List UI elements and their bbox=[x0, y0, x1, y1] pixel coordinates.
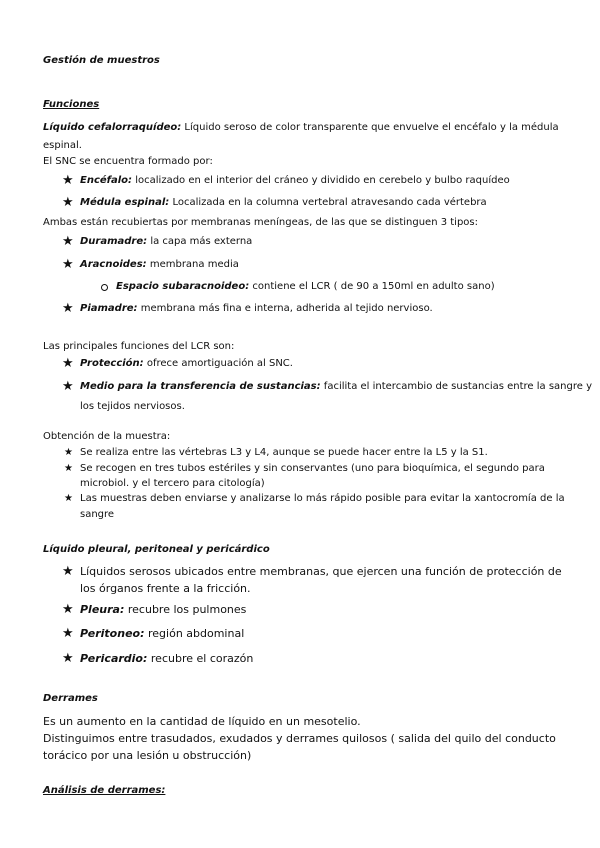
item-desc: facilita el intercambio de sustancias entre la sangre y bbox=[320, 381, 592, 392]
item-desc: membrana más fina e interna, adherida al tejido nervioso. bbox=[137, 303, 433, 314]
document-title: Gestión de muestros bbox=[43, 55, 160, 66]
item-desc: membrana media bbox=[146, 259, 239, 270]
item-term: Encéfalo: bbox=[80, 175, 133, 186]
star-bullet-icon: ★ bbox=[62, 301, 74, 316]
star-bullet-icon: ★ bbox=[64, 463, 73, 474]
lcr-term: Líquido cefalorraquídeo: bbox=[43, 122, 182, 133]
star-bullet-icon: ★ bbox=[64, 493, 73, 504]
item-desc: recubre los pulmones bbox=[124, 603, 247, 616]
list-item-duramadre bbox=[80, 236, 252, 248]
list-item-liquidos-serosos-cont: los órganos frente a la fricción. bbox=[80, 582, 251, 595]
list-item-peritoneo bbox=[80, 627, 244, 640]
lcr-funcs-intro: Las principales funciones del LCR son: bbox=[43, 341, 235, 352]
star-bullet-icon: ★ bbox=[62, 195, 74, 210]
item-term: Aracnoides: bbox=[80, 259, 147, 270]
star-bullet-icon: ★ bbox=[62, 651, 74, 666]
item-desc: región abdominal bbox=[144, 627, 245, 640]
star-bullet-icon: ★ bbox=[62, 234, 74, 249]
lcr-desc-cont: espinal. bbox=[43, 140, 82, 151]
list-item-obtencion-2-cont: microbiol. y el tercero para citología) bbox=[80, 478, 265, 489]
derrames-line-2: Distinguimos entre trasudados, exudados y derrames quilosos ( salida del quilo del conducto bbox=[43, 732, 556, 745]
list-item-medio-transferencia-cont: los tejidos nerviosos. bbox=[80, 401, 185, 412]
lcr-desc: Líquido seroso de color transparente que envuelve el encéfalo y la médula bbox=[181, 122, 559, 133]
star-bullet-icon: ★ bbox=[62, 626, 74, 641]
list-item-piamadre bbox=[80, 303, 433, 315]
star-bullet-icon: ★ bbox=[62, 257, 74, 272]
obtencion-intro: Obtención de la muestra: bbox=[43, 431, 171, 442]
snc-intro: El SNC se encuentra formado por: bbox=[43, 156, 213, 167]
item-term: Médula espinal: bbox=[80, 197, 170, 208]
item-term: Piamadre: bbox=[80, 303, 138, 314]
list-item-obtencion-3-cont: sangre bbox=[80, 509, 115, 520]
section-heading-analisis: Análisis de derrames: bbox=[43, 785, 166, 796]
item-term: Medio para la transferencia de sustancias: bbox=[80, 381, 321, 392]
item-term: Pericardio: bbox=[80, 652, 148, 665]
item-desc: contiene el LCR ( de 90 a 150ml en adulto sano) bbox=[249, 281, 495, 292]
item-desc: localizado en el interior del cráneo y dividido en cerebelo y bulbo raquídeo bbox=[132, 175, 510, 186]
item-term: Protección: bbox=[80, 358, 144, 369]
star-bullet-icon: ★ bbox=[64, 447, 73, 458]
item-desc: ofrece amortiguación al SNC. bbox=[143, 358, 293, 369]
derrames-line-1: Es un aumento en la cantidad de líquido en un mesotelio. bbox=[43, 715, 361, 728]
item-term: Pleura: bbox=[80, 603, 125, 616]
star-bullet-icon: ★ bbox=[62, 602, 74, 617]
list-item-medio-transferencia bbox=[80, 381, 592, 393]
item-desc: Localizada en la columna vertebral atravesando cada vértebra bbox=[169, 197, 487, 208]
list-item-encefalo bbox=[80, 175, 510, 187]
list-item-pericardio bbox=[80, 652, 253, 665]
item-desc: la capa más externa bbox=[147, 236, 253, 247]
star-bullet-icon: ★ bbox=[62, 173, 74, 188]
circle-bullet-icon bbox=[101, 284, 108, 291]
list-item-obtencion-2: Se recogen en tres tubos estériles y sin conservantes (uno para bioquímica, el segundo para bbox=[80, 463, 545, 474]
derrames-line-3: torácico por una lesión u obstrucción) bbox=[43, 749, 252, 762]
section-heading-pleural: Líquido pleural, peritoneal y pericárdico bbox=[43, 544, 270, 555]
meninges-intro: Ambas están recubiertas por membranas meníngeas, de las que se distinguen 3 tipos: bbox=[43, 217, 478, 228]
lcr-definition-line bbox=[43, 122, 559, 134]
star-bullet-icon: ★ bbox=[62, 564, 74, 579]
list-item-medula bbox=[80, 197, 487, 209]
list-item-obtencion-3: Las muestras deben enviarse y analizarse lo más rápido posible para evitar la xantocromía de la bbox=[80, 493, 565, 504]
list-item-proteccion bbox=[80, 358, 293, 370]
list-item-pleura bbox=[80, 603, 246, 616]
item-term: Espacio subaracnoideo: bbox=[116, 281, 250, 292]
star-bullet-icon: ★ bbox=[62, 379, 74, 394]
section-heading-funciones: Funciones bbox=[43, 99, 100, 110]
item-desc: recubre el corazón bbox=[147, 652, 254, 665]
list-item-aracnoides bbox=[80, 259, 239, 271]
item-term: Peritoneo: bbox=[80, 627, 145, 640]
section-heading-derrames: Derrames bbox=[43, 693, 98, 704]
list-item-espacio-subaracnoideo bbox=[116, 281, 495, 293]
item-term: Duramadre: bbox=[80, 236, 148, 247]
star-bullet-icon: ★ bbox=[62, 356, 74, 371]
list-item-liquidos-serosos: Líquidos serosos ubicados entre membranas, que ejercen una función de protección de bbox=[80, 565, 562, 578]
list-item-obtencion-1: Se realiza entre las vértebras L3 y L4, aunque se puede hacer entre la L5 y la S1. bbox=[80, 447, 488, 458]
